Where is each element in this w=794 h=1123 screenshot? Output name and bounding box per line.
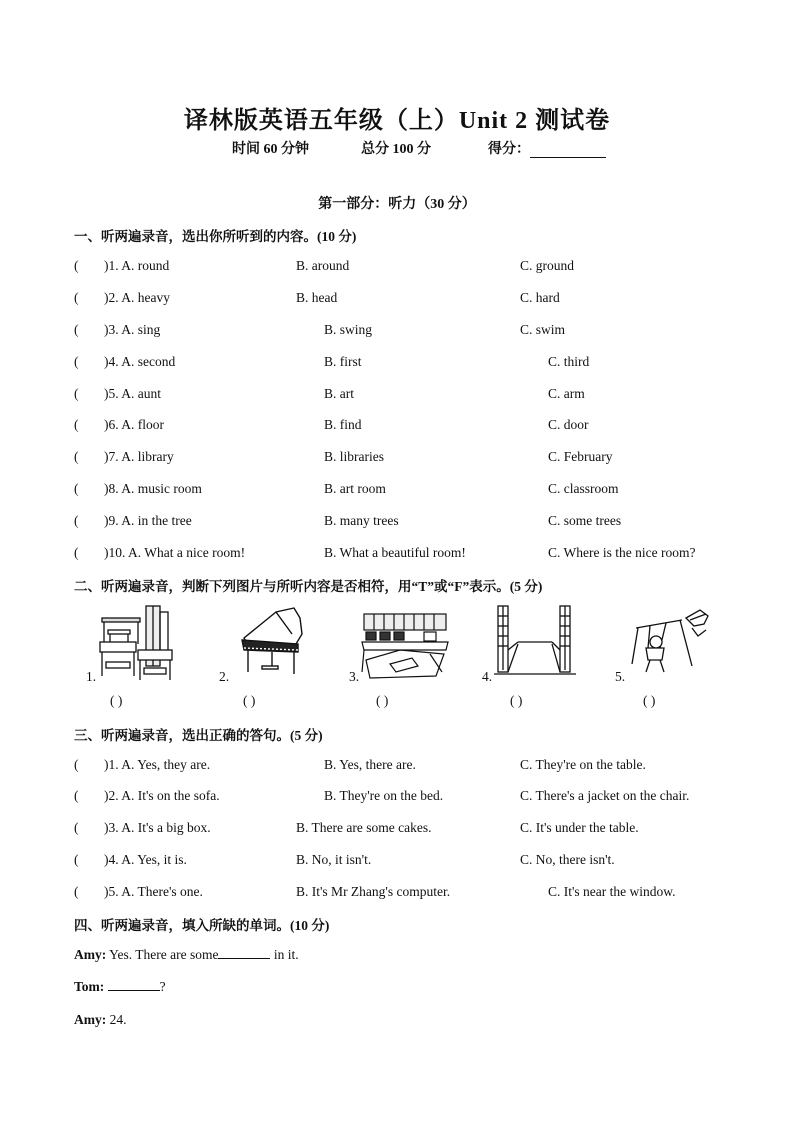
option-c: C. It's under the table.	[520, 820, 639, 835]
answer-paren[interactable]: (	[74, 354, 79, 369]
option-c: C. February	[548, 449, 613, 464]
score-blank[interactable]	[530, 145, 606, 158]
option-b: B. around	[296, 258, 350, 273]
dialogue-text: 24.	[106, 1012, 127, 1027]
option-a: )4. A. Yes, it is.	[104, 852, 187, 867]
picture-number: 2.	[219, 669, 230, 684]
dialogue-text: Yes. There are some	[106, 947, 219, 962]
swinging-child-icon	[626, 608, 712, 680]
dialogue-line	[74, 947, 299, 963]
picture-number: 4.	[482, 669, 493, 684]
option-c: C. arm	[548, 386, 585, 401]
option-b: B. first	[324, 354, 362, 369]
speaker-label: Amy:	[74, 947, 107, 962]
option-c: C. ground	[520, 258, 574, 273]
answer-paren[interactable]: ( )	[643, 693, 656, 708]
dialogue-line	[74, 979, 166, 995]
option-b: B. They're on the bed.	[324, 788, 444, 803]
speaker-label: Tom:	[74, 979, 105, 994]
fill-blank[interactable]	[108, 980, 160, 991]
dialogue-text: ?	[159, 979, 166, 994]
option-a: )2. A. heavy	[104, 290, 170, 305]
option-c: C. door	[548, 417, 589, 432]
option-a: )3. A. It's a big box.	[104, 820, 211, 835]
option-b: B. It's Mr Zhang's computer.	[296, 884, 451, 899]
answer-paren[interactable]: (	[74, 757, 79, 772]
answer-paren[interactable]: (	[74, 417, 79, 432]
speaker-label: Amy:	[74, 1012, 107, 1027]
dialogue-line	[74, 1012, 127, 1028]
option-c: C. hard	[520, 290, 560, 305]
answer-paren[interactable]: ( )	[376, 693, 389, 708]
answer-paren[interactable]: (	[74, 513, 79, 528]
option-b: B. No, it isn't.	[296, 852, 372, 867]
option-b: B. head	[296, 290, 338, 305]
option-b: B. art	[324, 386, 354, 401]
option-a: )5. A. There's one.	[104, 884, 203, 899]
option-b: B. art room	[324, 481, 386, 496]
option-b: B. Yes, there are.	[324, 757, 416, 772]
option-a: )2. A. It's on the sofa.	[104, 788, 220, 803]
answer-paren[interactable]: (	[74, 788, 79, 803]
option-c: C. some trees	[548, 513, 622, 528]
answer-paren[interactable]: (	[74, 545, 79, 560]
option-a: )8. A. music room	[104, 481, 202, 496]
section-3-heading: 三、听两遍录音，选出正确的答句。(5 分)	[74, 728, 323, 743]
dialogue-text: in it.	[270, 947, 299, 962]
option-a: )7. A. library	[104, 449, 174, 464]
option-c: C. classroom	[548, 481, 619, 496]
option-a: )4. A. second	[104, 354, 176, 369]
score-field	[488, 138, 606, 158]
option-c: C. It's near the window.	[548, 884, 676, 899]
exam-time: 时间 60 分钟	[232, 142, 309, 157]
picture-number: 1.	[86, 669, 97, 684]
computer-room-icon	[360, 610, 450, 682]
answer-paren[interactable]: (	[74, 449, 79, 464]
classroom-desks-icon	[98, 604, 182, 682]
option-b: B. find	[324, 417, 362, 432]
answer-paren[interactable]: (	[74, 481, 79, 496]
answer-paren[interactable]: (	[74, 852, 79, 867]
option-a: )9. A. in the tree	[104, 513, 192, 528]
option-c: C. Where is the nice room?	[548, 545, 696, 560]
answer-paren[interactable]: ( )	[243, 693, 256, 708]
answer-paren[interactable]: (	[74, 884, 79, 899]
option-a: )1. A. Yes, they are.	[104, 757, 211, 772]
option-c: C. No, there isn't.	[520, 852, 615, 867]
answer-paren[interactable]: (	[74, 386, 79, 401]
option-c: C. swim	[520, 322, 566, 337]
section-4-heading: 四、听两遍录音，填入所缺的单词。(10 分)	[74, 918, 330, 933]
option-c: C. There's a jacket on the chair.	[520, 788, 690, 803]
option-c: C. third	[548, 354, 590, 369]
option-a: )6. A. floor	[104, 417, 164, 432]
option-a: )1. A. round	[104, 258, 170, 273]
exam-total: 总分 100 分	[361, 142, 431, 157]
option-b: B. What a beautiful room!	[324, 545, 466, 560]
answer-paren[interactable]: (	[74, 258, 79, 273]
fill-blank[interactable]	[218, 948, 270, 959]
part-one-title: 第一部分：听力（30 分）	[318, 197, 476, 212]
option-b: B. libraries	[324, 449, 384, 464]
option-a: )10. A. What a nice room!	[104, 545, 246, 560]
picture-number: 3.	[349, 669, 360, 684]
option-a: )3. A. sing	[104, 322, 161, 337]
option-b: B. many trees	[324, 513, 399, 528]
answer-paren[interactable]: (	[74, 820, 79, 835]
option-a: )5. A. aunt	[104, 386, 161, 401]
option-b: B. swing	[324, 322, 373, 337]
answer-paren[interactable]: ( )	[510, 693, 523, 708]
hallway-icon	[494, 604, 578, 682]
section-1-heading: 一、听两遍录音，选出你所听到的内容。(10 分)	[74, 229, 357, 244]
option-c: C. They're on the table.	[520, 757, 646, 772]
answer-paren[interactable]: (	[74, 290, 79, 305]
piano-icon	[236, 604, 308, 680]
score-label: 得分：	[488, 142, 530, 157]
answer-paren[interactable]: ( )	[110, 693, 123, 708]
picture-number: 5.	[615, 669, 626, 684]
page-title: 译林版英语五年级（上）Unit 2 测试卷	[183, 108, 611, 134]
answer-paren[interactable]: (	[74, 322, 79, 337]
option-b: B. There are some cakes.	[296, 820, 432, 835]
section-2-heading: 二、听两遍录音，判断下列图片与所听内容是否相符，用“T”或“F”表示。(5 分)	[74, 579, 543, 594]
